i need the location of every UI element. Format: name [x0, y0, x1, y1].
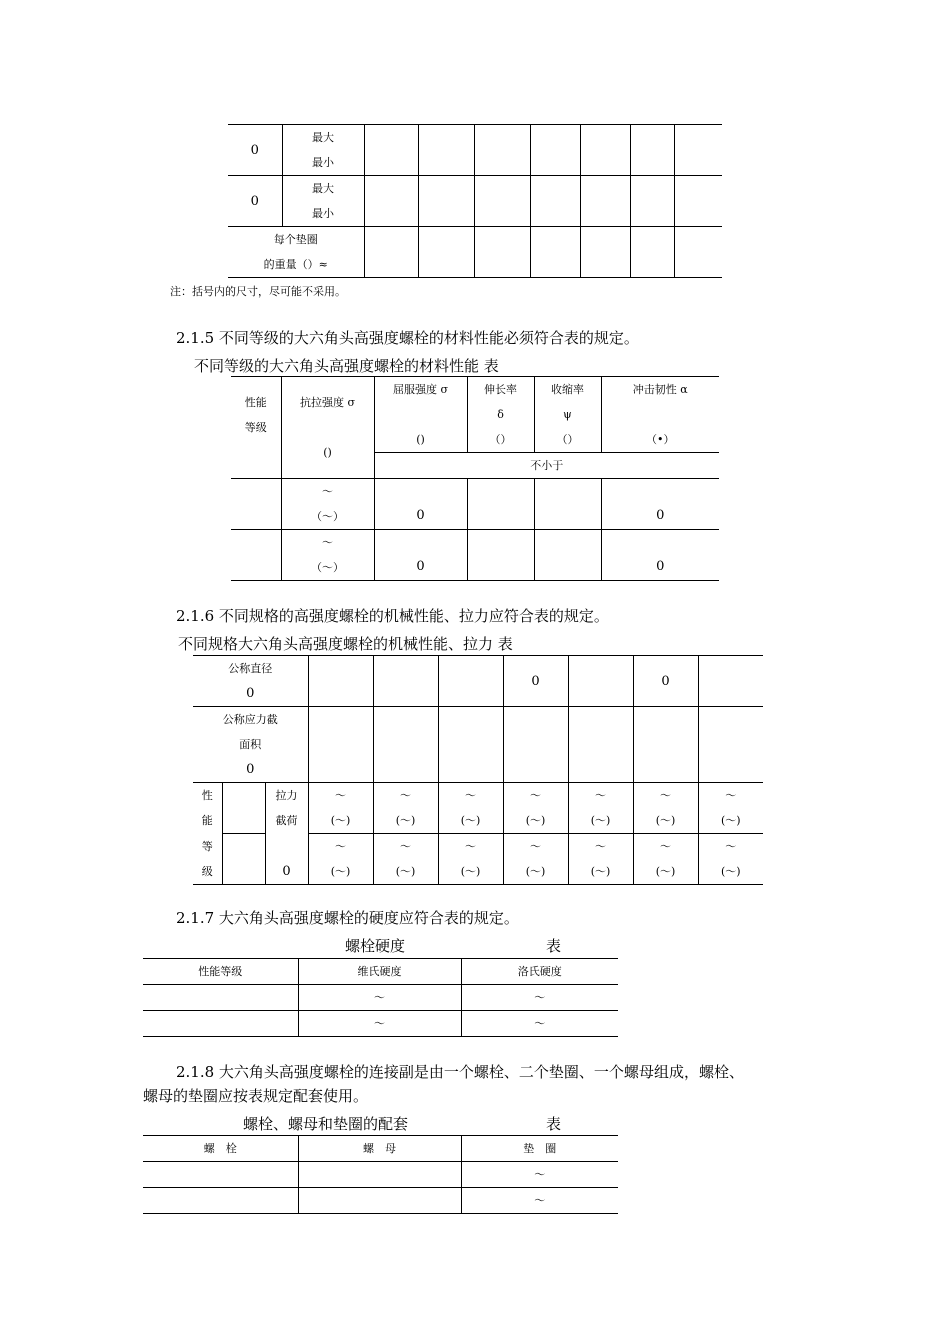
t2-r2-impact: 0: [656, 559, 665, 574]
table-cell: (～): [373, 859, 438, 885]
t1-max-label: 最大: [282, 176, 364, 202]
grade-header: [231, 377, 281, 453]
t2-r1-tensile-alt: （～）: [281, 504, 374, 530]
elongation-header: 伸长率: [467, 377, 534, 403]
stress-area-label-2: 面积: [193, 732, 308, 757]
table-cell: ～: [308, 834, 373, 860]
rockwell-header: 洛氏硬度: [461, 959, 618, 985]
shrinkage-unit: （）: [534, 427, 601, 453]
table-cell: (～): [633, 859, 698, 885]
table-cell: ～: [633, 783, 698, 809]
table-cell: ～: [308, 783, 373, 809]
stress-area-unit: 0: [246, 762, 255, 777]
tensile-unit: (): [281, 427, 374, 479]
washer-header: 垫 圈: [461, 1136, 618, 1162]
grade-char: 等: [193, 834, 222, 860]
table-cell: 0: [250, 193, 259, 209]
table-cell: ～: [503, 783, 568, 809]
table-note: 注：括号内的尺寸，尽可能不采用。: [170, 285, 346, 298]
grade-char: 级: [193, 859, 222, 885]
caption-hardness-table: 螺栓硬度: [345, 937, 406, 955]
table-cell: (～): [308, 859, 373, 885]
t1-min-label: 最小: [282, 150, 364, 176]
min-label: 不小于: [374, 453, 719, 479]
caption-set-table: 螺栓、螺母和垫圈的配套: [243, 1115, 409, 1133]
table-cell: 性能: [244, 395, 267, 409]
caption-material-table: 不同等级的大六角头高强度螺栓的材料性能 表: [194, 357, 499, 375]
table-cell: (～): [308, 808, 373, 834]
hardness-grade-header: 性能等级: [143, 959, 298, 985]
elongation-unit: （）: [467, 427, 534, 453]
yield-unit: (): [374, 427, 467, 453]
bolt-header: 螺 栓: [143, 1136, 298, 1162]
t2-r2-tensile-alt: （～）: [281, 555, 374, 581]
yield-header: 屈服强度 σ: [374, 377, 467, 403]
t1-min-label: 最小: [282, 201, 364, 227]
section-2-1-5: 2.1.5 不同等级的大六角头高强度螺栓的材料性能必须符合表的规定。: [176, 329, 639, 347]
tensile-load-label-2: 截荷: [265, 808, 308, 834]
t2-r1-yield: 0: [416, 508, 425, 523]
table-cell: (～): [503, 859, 568, 885]
t2-r2-tensile: ～: [281, 530, 374, 556]
table-cell: (～): [373, 808, 438, 834]
table-cell: ～: [373, 783, 438, 809]
table-cell: ～: [503, 834, 568, 860]
tensile-load-label: 拉力: [265, 783, 308, 809]
load-unit: 0: [282, 864, 291, 879]
t2-r1-impact: 0: [656, 508, 665, 523]
table-cell: (～): [503, 808, 568, 834]
nominal-diameter-label: 公称直径: [193, 656, 308, 682]
t3-dia-5: 0: [531, 673, 540, 689]
table-cell: (～): [633, 808, 698, 834]
table-cell: ～: [461, 985, 618, 1011]
t1-row1-label: [228, 125, 282, 176]
table-cell: ～: [438, 783, 503, 809]
grade-char: 能: [193, 808, 222, 834]
caption-hardness-table-label: 表: [546, 937, 562, 955]
table-cell: (～): [568, 859, 633, 885]
washer-table: [228, 124, 722, 278]
material-properties-table: [231, 376, 719, 581]
stress-area-label: 公称应力截: [193, 707, 308, 733]
table-cell: ～: [633, 834, 698, 860]
impact-header: 冲击韧性 α: [601, 377, 719, 403]
vickers-header: 维氏硬度: [298, 959, 461, 985]
nut-header: 螺 母: [298, 1136, 461, 1162]
shrinkage-header: 收缩率: [534, 377, 601, 403]
elongation-symbol: δ: [467, 402, 534, 427]
caption-set-table-label: 表: [546, 1115, 562, 1133]
table-cell: 0: [250, 142, 259, 158]
table-cell: ～: [461, 1162, 618, 1188]
tensile-header: 抗拉强度 σ: [281, 377, 374, 428]
table-cell: (～): [720, 865, 741, 878]
t2-r2-yield: 0: [416, 559, 425, 574]
table-cell: ～: [461, 1011, 618, 1037]
section-2-1-8: 2.1.8 大六角头高强度螺栓的连接副是由一个螺栓、二个垫圈、一个螺母组成，螺栓、: [176, 1063, 744, 1081]
bolt-nut-washer-table: [143, 1135, 618, 1214]
shrinkage-symbol: ψ: [534, 402, 601, 427]
table-cell: (～): [720, 814, 741, 827]
section-2-1-6: 2.1.6 不同规格的高强度螺栓的机械性能、拉力应符合表的规定。: [176, 607, 609, 625]
impact-unit: （•）: [646, 433, 675, 446]
table-cell: ～: [568, 834, 633, 860]
table-cell: (～): [438, 808, 503, 834]
t3-dia-unit: 0: [246, 686, 255, 701]
table-cell: ～: [298, 1011, 461, 1037]
t1-max-label: 最大: [282, 125, 364, 151]
section-2-1-8-cont: 螺母的垫圈应按表规定配套使用。: [143, 1087, 369, 1105]
t3-dia-7: 0: [661, 673, 670, 689]
caption-mechanical-table: 不同规格大六角头高强度螺栓的机械性能、拉力 表: [178, 635, 513, 653]
t2-r1-tensile: ～: [281, 479, 374, 505]
grade-char: 性: [193, 783, 222, 809]
hardness-table: [143, 958, 618, 1037]
t1-weight-unit: 的重量（）≈: [228, 252, 364, 278]
t1-weight-label: 每个垫圈: [228, 227, 364, 253]
section-2-1-7: 2.1.7 大六角头高强度螺栓的硬度应符合表的规定。: [176, 909, 519, 927]
t1-row2-label: [228, 176, 282, 227]
table-cell: ～: [568, 783, 633, 809]
table-cell: ～: [438, 834, 503, 860]
table-cell: (～): [438, 859, 503, 885]
table-cell: (～): [568, 808, 633, 834]
table-cell: ～: [698, 834, 763, 860]
table-cell: 等级: [244, 420, 267, 434]
table-cell: ～: [461, 1188, 618, 1214]
table-cell: ～: [373, 834, 438, 860]
mechanical-properties-table: [193, 655, 763, 885]
table-cell: ～: [298, 985, 461, 1011]
table-cell: ～: [698, 783, 763, 809]
